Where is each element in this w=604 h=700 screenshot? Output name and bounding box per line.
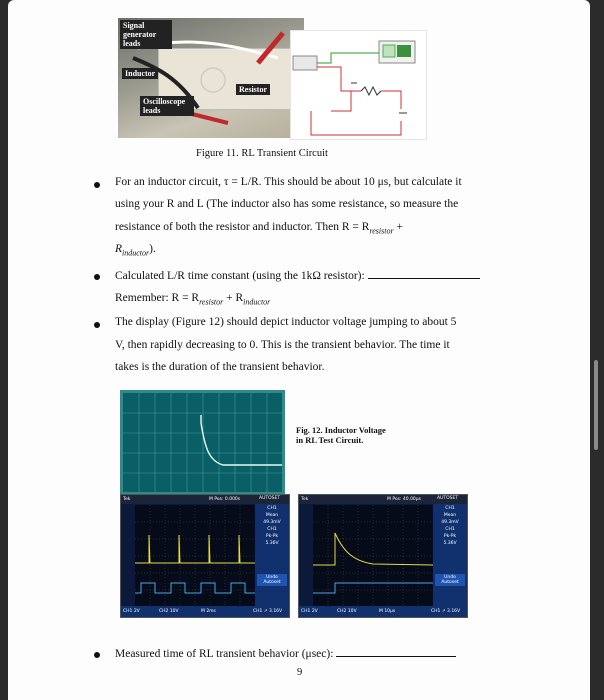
bullet4-text: Measured time of RL transient behavior (μsec): xyxy=(115,648,334,660)
scope-grid xyxy=(313,505,433,607)
side-ch1-b: CH1 xyxy=(267,527,277,532)
bullet1-line4 xyxy=(115,243,156,257)
bullet3-line3: takes is the duration of the transient behavior. xyxy=(115,361,325,373)
analog-scope-screen xyxy=(120,390,285,495)
scope-side-panel xyxy=(433,504,467,607)
side-mean: Mean xyxy=(443,513,457,518)
plus-r: + R xyxy=(223,292,244,304)
line4-end: ). xyxy=(149,243,156,255)
autoset-button-label: Autoset xyxy=(263,580,281,585)
bottom-trigger: CH1 ↗ 3.16V xyxy=(431,609,461,614)
analog-scope-trace xyxy=(123,393,282,492)
undo-label: Undo xyxy=(444,575,456,580)
mpos-label: M Pos: 40.00μs xyxy=(387,497,422,502)
undo-label: Undo xyxy=(266,575,278,580)
digital-scope-left xyxy=(120,494,290,618)
side-ch1: CH1 xyxy=(267,506,277,511)
bullet-dot xyxy=(94,182,100,188)
bullet2-line1 xyxy=(115,268,480,282)
scope-right-trace xyxy=(313,505,433,607)
side-mean-value: 49.3mV xyxy=(441,520,459,525)
side-ch1: CH1 xyxy=(445,506,455,511)
side-mean-value: 49.3mV xyxy=(263,520,281,525)
bullet3-line2: V, then rapidly decreasing to 0. This is the transient behavior. The time it xyxy=(115,339,450,351)
tek-label: Tek xyxy=(123,497,131,502)
bottom-ch1: CH1 2V xyxy=(123,609,140,614)
bullet-dot xyxy=(94,652,100,658)
bottom-ch1: CH1 2V xyxy=(301,609,318,614)
side-mean: Mean xyxy=(265,513,279,518)
figure12-title: Fig. 12. Inductor Voltage xyxy=(296,425,386,435)
autoset-button-label: Autoset xyxy=(441,580,459,585)
circuit-schematic xyxy=(290,30,427,140)
side-ch1-b: CH1 xyxy=(445,527,455,532)
remember-text: Remember: R = R xyxy=(115,292,200,304)
bullet2-text: Calculated L/R time constant (using the 1kΩ resistor): xyxy=(115,270,365,282)
bullet-dot xyxy=(94,322,100,328)
bullet2-remember xyxy=(115,292,270,306)
oscilloscope-label: Oscilloscope leads xyxy=(140,96,194,116)
bottom-time: M 2ms xyxy=(201,609,216,614)
scrollbar[interactable] xyxy=(594,360,598,450)
sub-inductor: inductor xyxy=(122,248,150,258)
digital-scope-right xyxy=(298,494,468,618)
resistor-label: Resistor xyxy=(236,84,270,95)
sub-resistor: resistor xyxy=(369,226,394,236)
scope-side-panel xyxy=(255,504,289,607)
sub-inductor-2: inductor xyxy=(243,297,271,307)
page-number: 9 xyxy=(297,667,303,678)
sub-resistor-2: resistor xyxy=(199,297,224,307)
bullet-dot xyxy=(94,274,100,280)
circuit-photo xyxy=(118,18,304,138)
bottom-time: M 10μs xyxy=(379,609,396,614)
tek-label: Tek xyxy=(301,497,309,502)
undo-button[interactable] xyxy=(257,574,287,586)
bullet4-line xyxy=(115,646,456,660)
inductor-label: Inductor xyxy=(122,68,158,79)
bullet1-line1: For an inductor circuit, τ = L/R. This should be about 10 μs, but calculate it xyxy=(115,176,462,188)
bullet1-line3-text: resistance of both the resistor and inductor. Then R = R xyxy=(115,221,370,233)
bottom-trigger: CH1 ↗ 3.16V xyxy=(253,609,283,614)
r-symbol: R xyxy=(115,243,123,255)
plus-sign: + xyxy=(393,221,403,233)
bullet1-line2: using your R and L (The inductor also has some resistance, so measure the xyxy=(115,198,459,210)
figure12-subtitle: in RL Test Circuit. xyxy=(296,435,364,445)
autoset-label[interactable]: AUTOSET xyxy=(437,496,459,501)
figure11-caption: Figure 11. RL Transient Circuit xyxy=(196,148,328,159)
side-pkpk-value: 5.36V xyxy=(443,541,457,546)
measured-time-blank[interactable] xyxy=(336,646,456,657)
side-pkpk-value: 5.36V xyxy=(265,541,279,546)
bottom-ch2: CH2 10V xyxy=(337,609,357,614)
time-constant-blank[interactable] xyxy=(368,268,480,279)
schematic-drawing xyxy=(291,31,426,139)
scope-grid xyxy=(135,505,255,607)
scope-bottom-bar xyxy=(121,606,289,617)
bullet1-line3 xyxy=(115,221,403,235)
side-pkpk: Pk-Pk xyxy=(265,534,279,539)
undo-button[interactable] xyxy=(435,574,465,586)
side-pkpk: Pk-Pk xyxy=(443,534,457,539)
bullet3-line1: The display (Figure 12) should depict inductor voltage jumping to about 5 xyxy=(115,316,457,328)
autoset-label[interactable]: AUTOSET xyxy=(259,496,281,501)
scope-left-trace xyxy=(135,505,255,607)
mpos-label: M Pos: 0.000s xyxy=(209,497,241,502)
figure12-caption xyxy=(296,425,386,445)
scope-bottom-bar xyxy=(299,606,467,617)
signal-generator-label: Signal generator leads xyxy=(120,20,172,49)
bottom-ch2: CH2 10V xyxy=(159,609,179,614)
